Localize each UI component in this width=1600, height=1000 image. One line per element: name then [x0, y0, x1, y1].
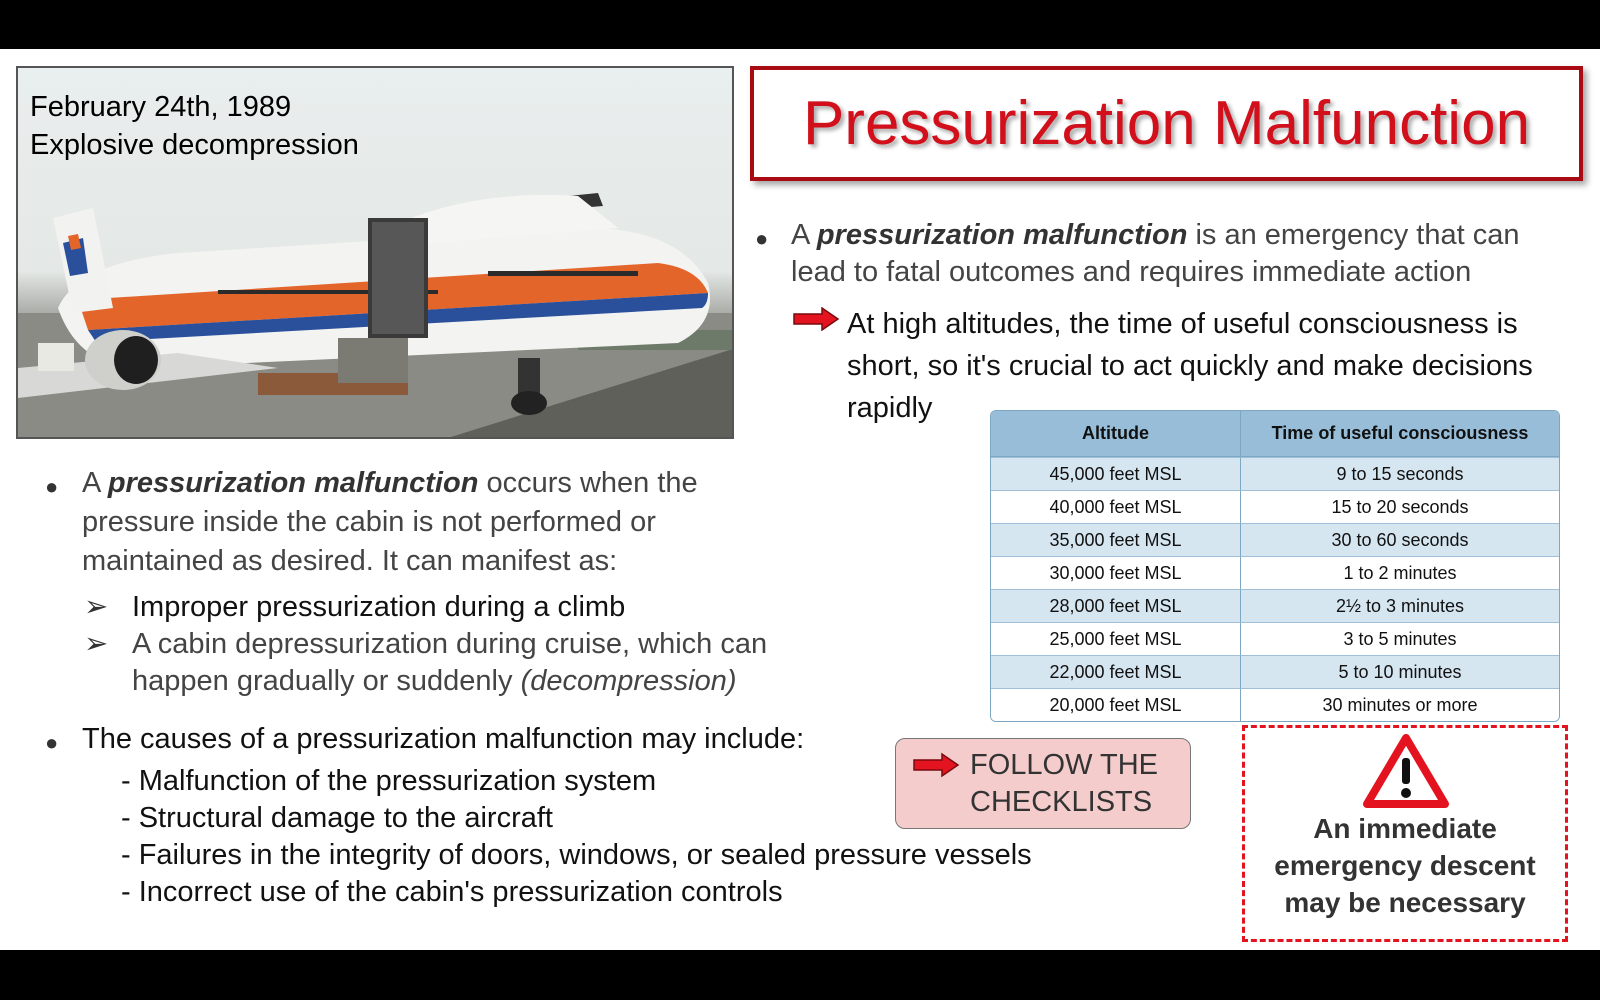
- arrow-line1: At high altitudes, the time of useful consciousness is: [847, 308, 1518, 340]
- slide: [0, 49, 1600, 950]
- left-bullet-term: pressurization malfunction: [107, 467, 479, 499]
- table-row: [991, 523, 1559, 556]
- table-cell-altitude: 45,000 feet MSL: [991, 457, 1241, 490]
- table-cell-time: 5 to 10 minutes: [1241, 655, 1559, 688]
- follow-checklists-box: [895, 738, 1191, 829]
- right-bullet-line2: lead to fatal outcomes and requires immediate action: [791, 256, 1472, 288]
- right-bullet-term: pressurization malfunction: [816, 219, 1188, 251]
- sub-bullet-2-italic: (decompression): [520, 665, 737, 697]
- bullet-dot: ●: [45, 474, 59, 499]
- table-cell-time: 30 minutes or more: [1241, 688, 1559, 721]
- bullet-dot: ●: [755, 226, 769, 251]
- arrowhead-bullet-icon: ➢: [84, 628, 109, 660]
- descent-line1: An immediate: [1313, 813, 1497, 844]
- list-item: - Failures in the integrity of doors, windows, or sealed pressure vessels: [121, 839, 1032, 871]
- table-header-altitude: Altitude: [991, 411, 1241, 457]
- consciousness-table: [990, 410, 1560, 722]
- left-bullet-line1: occurs when the: [478, 467, 698, 499]
- table-cell-altitude: 28,000 feet MSL: [991, 589, 1241, 622]
- table-header-row: [991, 411, 1559, 457]
- photo-event: Explosive decompression: [30, 129, 359, 161]
- photo-caption: [30, 88, 359, 164]
- causes-intro: The causes of a pressurization malfunction may include:: [82, 723, 805, 755]
- page-title: Pressurization Malfunction: [802, 89, 1531, 158]
- left-bullet: [82, 464, 698, 581]
- table-cell-altitude: 25,000 feet MSL: [991, 622, 1241, 655]
- table-row: [991, 688, 1559, 721]
- table-row: [991, 556, 1559, 589]
- sub-bullet-2: [132, 626, 767, 700]
- sub-bullet-2-line2: happen gradually or suddenly: [132, 665, 521, 697]
- right-arrow-icon: [912, 752, 960, 778]
- table-row: [991, 490, 1559, 523]
- photo-date: February 24th, 1989: [30, 91, 292, 123]
- arrow-line2: short, so it's crucial to act quickly and make decisions: [847, 350, 1533, 382]
- table-cell-altitude: 35,000 feet MSL: [991, 523, 1241, 556]
- bullet-dot: ●: [45, 730, 59, 755]
- left-bullet-line2: pressure inside the cabin is not performed or: [82, 506, 656, 538]
- descent-line2: emergency descent: [1274, 850, 1536, 881]
- arrowhead-bullet-icon: ➢: [84, 591, 109, 623]
- follow-line2: CHECKLISTS: [970, 786, 1153, 818]
- sub-bullet-2-line1: A cabin depressurization during cruise, which can: [132, 628, 768, 660]
- aircraft-photo: [16, 66, 734, 439]
- list-item: - Malfunction of the pressurization system: [121, 765, 657, 797]
- follow-line1: FOLLOW THE: [970, 749, 1158, 781]
- table-cell-altitude: 22,000 feet MSL: [991, 655, 1241, 688]
- follow-checklists-text: [970, 747, 1158, 821]
- list-item: - Structural damage to the aircraft: [121, 802, 553, 834]
- table-cell-altitude: 30,000 feet MSL: [991, 556, 1241, 589]
- sub-bullet-1: Improper pressurization during a climb: [132, 591, 626, 623]
- right-arrow-icon: [792, 307, 840, 331]
- table-row: [991, 589, 1559, 622]
- right-bullet-line1: is an emergency that can: [1187, 219, 1520, 251]
- left-bullet-prefix: A: [82, 467, 108, 499]
- table-row: [991, 457, 1559, 490]
- table-header-time: Time of useful consciousness: [1241, 411, 1559, 457]
- arrow-line3: rapidly: [847, 392, 933, 424]
- table-cell-time: 1 to 2 minutes: [1241, 556, 1559, 589]
- table-cell-time: 3 to 5 minutes: [1241, 622, 1559, 655]
- descent-line3: may be necessary: [1284, 887, 1526, 918]
- title-box: [750, 66, 1583, 181]
- table-row: [991, 622, 1559, 655]
- list-item: - Incorrect use of the cabin's pressurization controls: [121, 876, 783, 908]
- table-cell-altitude: 40,000 feet MSL: [991, 490, 1241, 523]
- emergency-descent-text: [1245, 810, 1565, 921]
- table-cell-time: 30 to 60 seconds: [1241, 523, 1559, 556]
- table-cell-time: 15 to 20 seconds: [1241, 490, 1559, 523]
- table-cell-altitude: 20,000 feet MSL: [991, 688, 1241, 721]
- right-bullet-prefix: A: [791, 219, 817, 251]
- emergency-descent-box: [1242, 725, 1568, 942]
- right-bullet: [791, 217, 1520, 291]
- table-cell-time: 2½ to 3 minutes: [1241, 589, 1559, 622]
- table-row: [991, 655, 1559, 688]
- left-bullet-line3: maintained as desired. It can manifest as:: [82, 545, 618, 577]
- table-cell-time: 9 to 15 seconds: [1241, 457, 1559, 490]
- warning-triangle-icon: [1363, 734, 1449, 808]
